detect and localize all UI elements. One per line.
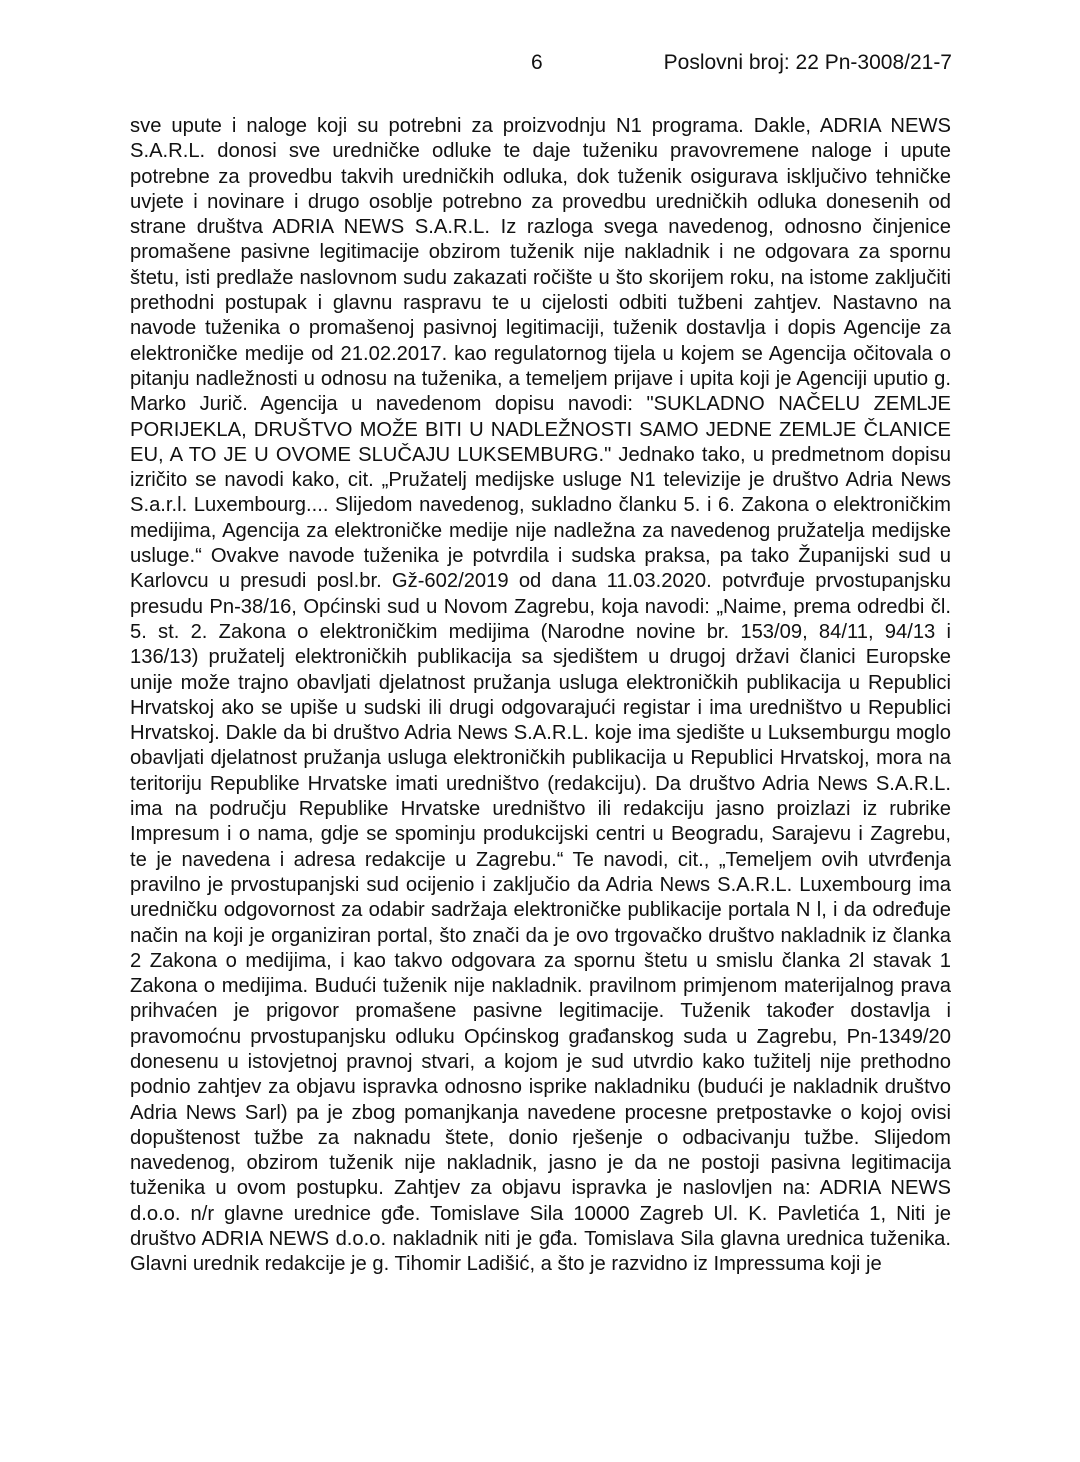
body-paragraph: sve upute i naloge koji su potrebni za proizvodnju N1 programa. Dakle, ADRIA NEWS S.A.R.L. donosi sve uredničke odluke te daje tuženiku pravovremene naloge i upute potrebne za provedbu takvih uredničkih odluka, dok tuženik osigurava isključivo tehničke uvjete i novinare i drugo osoblje potrebno za provedbu uredničkih odluka donesenih od strane društva ADRIA NEWS S.A.R.L. Iz razloga svega navedenog, odnosno činjenice promašene pasivne legitimacije obzirom tuženik nije nakladnik i ne odgovara za spornu štetu, isti predlaže naslovnom sudu zakazati ročište u što skorijem roku, na istome zaključiti prethodni postupak i glavnu raspravu te u cijelosti odbiti tužbeni zahtjev. Nastavno na navode tuženika o promašenoj pasivnoj legitimaciji, tuženik dostavlja i dopis Agencije za elektroničke medije od 21.02.2017. kao regulatornog tijela u kojem se Agencija očitovala o pitanju nadležnosti u odnosu na tuženika, a temeljem prijave i upita koji je Agenciji uputio g. Marko Jurič. Agencija u navedenom dopisu navodi: "SUKLADNO NAČELU ZEMLJE PORIJEKLA, DRUŠTVO MOŽE BITI U NADLEŽNOSTI SAMO JEDNE ZEMLJE ČLANICE EU, A TO JE U OVOME SLUČAJU LUKSEMBURG." Jednako tako, u predmetnom dopisu izričito se navodi kako, cit. „Pružatelj medijske usluge N1 televizije je društvo Adria News S.a.r.l. Luxembourg.... Slijedom navedenog, sukladno članku 5. i 6. Zakona o elektroničkim medijima, Agencija za elektroničke medije nije nadležna za navedenog pružatelja medijske usluge.“ Ovakve navode tuženika je potvrdila i sudska praksa, pa tako Županijski sud u Karlovcu u presudi posl.br. Gž-602/2019 od dana 11.03.2020. potvrđuje prvostupanjsku presudu Pn-38/16, Općinski sud u Novom Zagrebu, koja navodi: „Naime, prema odredbi čl. 5. st. 2. Zakona o elektroničkim medijima (Narodne novine br. 153/09, 84/11, 94/13 i 136/13) pružatelj elektroničkih publikacija sa sjedištem u drugoj državi članici Europske unije može trajno obavljati djelatnost pružanja usluga elektroničkih publikacija u Republici Hrvatskoj ako se upiše u sudski ili drugi odgovarajući registar i ima uredništvo u Republici Hrvatskoj. Dakle da bi društvo Adria News S.A.R.L. koje ima sjedište u Luksemburgu moglo obavljati djelatnost pružanja usluga elektroničkih publikacija u Republici Hrvatskoj, mora na teritoriju Republike Hrvatske imati uredništvo (redakciju). Da društvo Adria News S.A.R.L. ima na području Republike Hrvatske uredništvo ili redakciju jasno proizlazi iz rubrike Impresum i o nama, gdje se spominju produkcijski centri u Beogradu, Sarajevu i Zagrebu, te je navedena i adresa redakcije u Zagrebu.“ Te navodi, cit., „Temeljem ovih utvrđenja pravilno je prvostupanjski sud ocijenio i zaključio da Adria News S.A.R.L. Luxembourg ima uredničku odgovornost za odabir sadržaja elektroničke publikacije portala N l, i da određuje način na koji je organiziran portal, što znači da je ovo trgovačko društvo nakladnik iz članka 2 Zakona o medijima, i kao takvo odgovara za spornu štetu u smislu članka 2l stavak 1 Zakona o medijima. Budući tuženik nije nakladnik. pravilnom primjenom materijalnog prava prihvaćen je prigovor promašene pasivne legitimacije. Tuženik također dostavlja i pravomoćnu prvostupanjsku odluku Općinskog građanskog suda u Zagrebu, Pn-1349/20 donesenu u istovjetnoj pravnoj stvari, a kojom je sud utvrdio kako tužitelj nije prethodno podnio zahtjev za objavu ispravka odnosno isprike nakladniku (budući je nakladnik društvo Adria News Sarl) pa je zbog pomanjkanja navedene procesne pretpostavke o kojoj ovisi dopuštenost tužbe za naknadu štete, donio rješenje o odbacivanju tužbe. Slijedom navedenog, obzirom tuženik nije nakladnik, jasno je da ne postoji pasivna legitimacija tuženika u ovom postupku. Zahtjev za objavu ispravka je naslovljen na: ADRIA NEWS d.o.o. n/r glavne urednice gđe. Tomislave Sila 10000 Zagreb Ul. K. Pavletića 1, Niti je društvo ADRIA NEWS d.o.o. nakladnik niti je gđa. Tomislava Sila glavna urednica tuženika. Glavni urednik redakcije je g. Tihomir Ladišić, a što je razvidno iz Impressuma koji je [130,115,951,1276]
document-body [130,114,951,1278]
page-number: 6 [531,51,543,74]
case-number: Poslovni broj: 22 Pn-3008/21-7 [663,51,952,74]
page-header [0,48,1080,78]
